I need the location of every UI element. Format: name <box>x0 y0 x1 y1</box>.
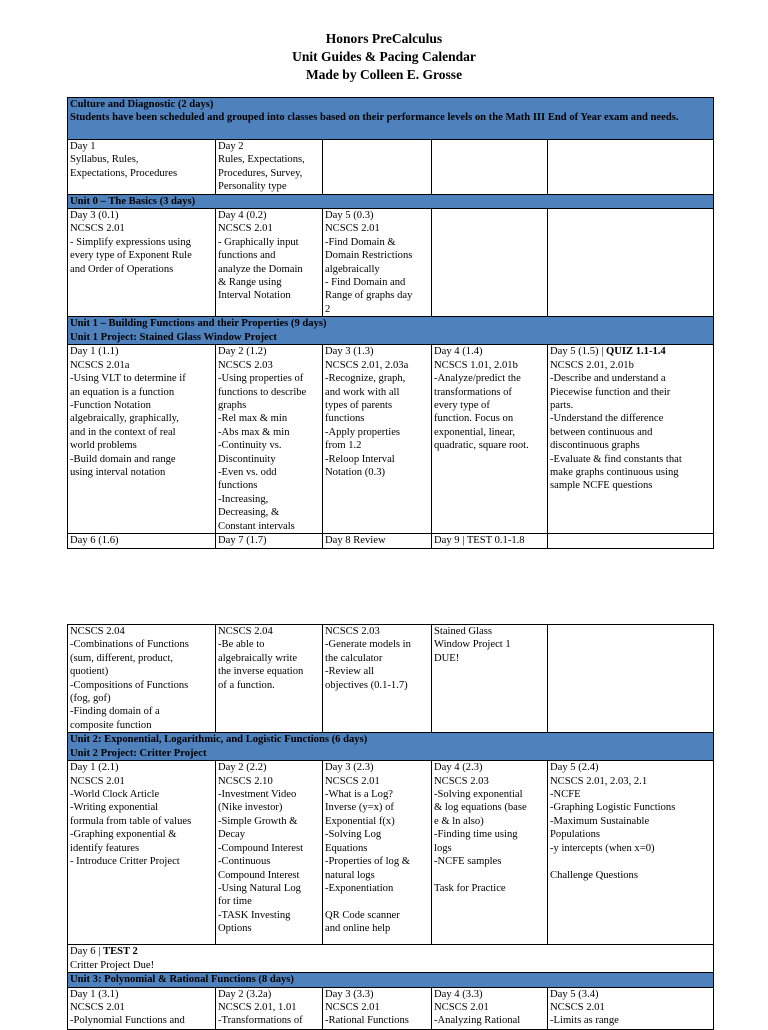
cell-line: NCSCS 2.10 <box>218 775 273 787</box>
cell-line: 2 <box>325 303 331 315</box>
cell-line: graphs <box>218 399 247 411</box>
cell-line: Day 5 (0.3) <box>325 210 374 222</box>
cell-line: -Review all <box>325 666 375 678</box>
day-cell <box>548 209 714 317</box>
section-title: Unit 1 – Building Functions and their Properties (9 days) <box>70 318 327 330</box>
cell-line: Notation (0.3) <box>325 466 386 478</box>
day-label: Day 5 (1.5) | <box>550 346 606 358</box>
day-cell <box>68 761 216 945</box>
cell-line: Day 2 (2.2) <box>218 762 267 774</box>
quiz-label: QUIZ 1.1-1.4 <box>605 346 666 358</box>
cell-line: NCSCS 2.01 <box>70 223 125 235</box>
cell-line: -Using properties of <box>218 373 304 385</box>
cell-line: -Using Natural Log <box>218 882 301 894</box>
day-cell <box>548 761 714 945</box>
cell-line: sample NCFE questions <box>550 480 653 492</box>
section-project: Unit 2 Project: Critter Project <box>70 747 207 759</box>
cell-line: -Limits as range <box>550 1015 619 1027</box>
cell-line: -Analyzing Rational <box>434 1015 521 1027</box>
test-day-cell <box>68 945 714 973</box>
cell-line: the inverse equation <box>218 666 304 678</box>
cell-line: using interval notation <box>70 466 166 478</box>
day-cell <box>548 534 714 548</box>
day-cell <box>216 761 323 945</box>
cell-line: Day 3 (3.3) <box>325 988 374 1000</box>
section-title: Unit 0 – The Basics (3 days) <box>70 195 196 207</box>
cell-line: the calculator <box>325 652 383 664</box>
cell-line: -Rational Functions <box>325 1015 409 1027</box>
cell-line: -Even vs. odd <box>218 466 277 478</box>
cell-line: Decay <box>218 829 246 841</box>
day-cell <box>323 987 432 1029</box>
day-cell <box>216 140 323 195</box>
cell-line: (sum, different, product, <box>70 652 174 664</box>
pacing-table-1 <box>67 97 714 549</box>
unit3-section-header <box>68 973 714 987</box>
cell-line: natural logs <box>325 869 375 881</box>
day-cell <box>323 761 432 945</box>
cell-line: between continuous and <box>550 426 653 438</box>
cell-line: Syllabus, Rules, <box>70 154 139 166</box>
cell-line <box>550 855 711 868</box>
cell-line: -Be able to <box>218 639 265 651</box>
cell-line: -Compositions of Functions <box>70 679 189 691</box>
cell-line: NCSCS 2.01 <box>325 223 380 235</box>
cell-line: -Reloop Interval <box>325 453 395 465</box>
cell-line: (Nike investor) <box>218 802 283 814</box>
day-cell <box>68 140 216 195</box>
cell-line: -Exponentiation <box>325 882 394 894</box>
day-cell <box>216 534 323 548</box>
cell-line: algebraically <box>325 263 380 275</box>
cell-line: NCSCS 2.01 <box>325 775 380 787</box>
cell-line: -Apply properties <box>325 426 401 438</box>
cell-line: -Properties of log & <box>325 856 411 868</box>
cell-line: NCSCS 2.01 <box>70 1002 125 1014</box>
cell-line: Rules, Expectations, <box>218 154 305 166</box>
cell-line: -Graphing Logistic Functions <box>550 802 676 814</box>
cell-line: Interval Notation <box>218 290 291 302</box>
day-cell <box>68 987 216 1029</box>
cell-line: -Evaluate & find constants that <box>550 453 682 465</box>
day-cell <box>68 625 216 733</box>
cell-line: NCSCS 2.01 <box>434 1002 489 1014</box>
cell-line: Day 3 (0.1) <box>70 210 119 222</box>
day-cell <box>432 534 548 548</box>
cell-line: NCSCS 2.03 <box>218 359 273 371</box>
cell-line <box>325 895 429 908</box>
cell-line: -y intercepts (when x=0) <box>550 842 655 854</box>
cell-line: Options <box>218 923 252 935</box>
day-cell <box>432 345 548 534</box>
cell-line: every type of Exponent Rule <box>70 250 192 262</box>
cell-line: and in the context of real <box>70 426 176 438</box>
cell-line: transformations of <box>434 386 512 398</box>
course-title: Honors PreCalculus <box>325 31 443 46</box>
day-cell <box>432 987 548 1029</box>
cell-line: Day 1 (3.1) <box>70 988 119 1000</box>
cell-line: -Investment Video <box>218 789 297 801</box>
day-cell <box>323 625 432 733</box>
cell-line: Piecewise function and their <box>550 386 671 398</box>
day-cell <box>68 345 216 534</box>
cell-line: objectives (0.1-1.7) <box>325 679 408 691</box>
cell-line: Decreasing, & <box>218 507 280 519</box>
cell-line: Personality type <box>218 181 287 193</box>
cell-line: algebraically, graphically, <box>70 413 179 425</box>
day-cell <box>216 987 323 1029</box>
cell-line: -Find Domain & <box>325 236 396 248</box>
cell-line: -Compound Interest <box>218 842 304 854</box>
day-cell <box>216 209 323 317</box>
cell-line: - Introduce Critter Project <box>70 856 180 868</box>
cell-line: NCSCS 2.01, 1.01 <box>218 1002 297 1014</box>
cell-line: -NCFE samples <box>434 856 502 868</box>
day-cell <box>432 625 548 733</box>
cell-line: QR Code scanner <box>325 909 400 921</box>
cell-line <box>434 869 545 882</box>
cell-line: every type of <box>434 399 490 411</box>
cell-line: Equations <box>325 842 368 854</box>
cell-line: Day 4 (0.2) <box>218 210 267 222</box>
pacing-table-2 <box>67 624 714 1030</box>
cell-line: -Describe and understand a <box>550 373 666 385</box>
day-cell <box>323 140 432 195</box>
cell-line: -Analyze/predict the <box>434 373 521 385</box>
unit0-section-header <box>68 194 714 208</box>
day-cell <box>432 761 548 945</box>
cell-line: -NCFE <box>550 789 581 801</box>
cell-line: Day 1 (2.1) <box>70 762 119 774</box>
culture-section-header <box>68 98 714 140</box>
cell-line: Day 1 (1.1) <box>70 346 119 358</box>
cell-line: parts. <box>550 399 574 411</box>
cell-line: world problems <box>70 440 137 452</box>
cell-line: -Understand the difference <box>550 413 664 425</box>
cell-line: -Generate models in <box>325 639 411 651</box>
test-label: TEST 2 <box>103 946 138 958</box>
cell-line: -Using VLT to determine if <box>70 373 186 385</box>
cell-line: functions and <box>218 250 276 262</box>
cell-line: -What is a Log? <box>325 789 393 801</box>
cell-line: (fog, gof) <box>70 693 111 705</box>
cell-line: NCSCS 2.03 <box>325 626 380 637</box>
cell-line: quadratic, square root. <box>434 440 529 452</box>
cell-line: DUE! <box>434 652 460 664</box>
cell-line: NCSCS 2.03 <box>434 775 489 787</box>
section-note: Students have been scheduled and grouped into classes based on their performance levels on the Math III End of Year exam and needs. <box>70 112 679 124</box>
cell-line: function. Focus on <box>434 413 514 425</box>
author-line: Made by Colleen E. Grosse <box>305 67 463 82</box>
cell-line: -Polynomial Functions and <box>70 1015 185 1027</box>
cell-line: -TASK Investing <box>218 909 291 921</box>
cell-line: -Continuous <box>218 856 271 868</box>
cell-line: NCSCS 2.04 <box>70 626 125 637</box>
cell-line: Domain Restrictions <box>325 250 413 262</box>
cell-line: exponential, linear, <box>434 426 516 438</box>
day-cell <box>323 534 432 548</box>
cell-line: for time <box>218 896 252 908</box>
cell-line: make graphs continuous using <box>550 466 679 478</box>
cell-line: formula from table of values <box>70 815 192 827</box>
cell-line: - Simplify expressions using <box>70 236 191 248</box>
day-details <box>550 359 711 493</box>
cell-line: logs <box>434 842 452 854</box>
cell-line: Day 2 (3.2a) <box>218 988 272 1000</box>
day-cell <box>548 625 714 733</box>
document-header <box>0 30 768 84</box>
unit2-section-header <box>68 733 714 761</box>
cell-line: discontinuous graphs <box>550 440 640 452</box>
cell-line: quotient) <box>70 666 109 678</box>
cell-line: Discontinuity <box>218 453 276 465</box>
cell-line: -Maximum Sustainable <box>550 815 650 827</box>
cell-line: NCSCS 2.01, 2.03, 2.1 <box>550 775 648 787</box>
cell-line: -Finding time using <box>434 829 518 841</box>
cell-line: an equation is a function <box>70 386 175 398</box>
cell-line: & log equations (base <box>434 802 527 814</box>
day-cell <box>432 140 548 195</box>
day-label: Day 6 (1.6) <box>70 535 119 547</box>
document-subtitle: Unit Guides & Pacing Calendar <box>292 49 476 64</box>
day-cell <box>68 534 216 548</box>
cell-line: Day 4 (2.3) <box>434 762 483 774</box>
cell-line: Range of graphs day <box>325 290 413 302</box>
day-cell <box>548 140 714 195</box>
cell-line: NCSCS 2.04 <box>218 626 273 637</box>
cell-line: Constant intervals <box>218 520 295 532</box>
cell-line: composite function <box>70 719 152 731</box>
cell-line: Compound Interest <box>218 869 300 881</box>
section-project: Unit 1 Project: Stained Glass Window Project <box>70 331 277 343</box>
cell-line: Day 1 <box>70 141 96 152</box>
cell-line: -Build domain and range <box>70 453 176 465</box>
cell-line: from 1.2 <box>325 440 362 452</box>
day-label: Day 9 | TEST 0.1-1.8 <box>434 535 525 547</box>
day-cell <box>548 987 714 1029</box>
cell-line: NCSCS 1.01, 2.01b <box>434 359 518 371</box>
cell-line: Inverse (y=x) of <box>325 802 394 814</box>
cell-line: -Recognize, graph, <box>325 373 406 385</box>
day-cell <box>216 345 323 534</box>
cell-line: Day 5 (2.4) <box>550 762 599 774</box>
cell-line: NCSCS 2.01 <box>325 1002 380 1014</box>
cell-line: NCSCS 2.01 <box>70 775 125 787</box>
section-title: Unit 2: Exponential, Logarithmic, and Logistic Functions (6 days) <box>70 734 368 746</box>
cell-line: -World Clock Article <box>70 789 160 801</box>
cell-line: -Graphing exponential & <box>70 829 177 841</box>
cell-line: - Graphically input <box>218 236 299 248</box>
cell-line: -Continuity vs. <box>218 440 282 452</box>
cell-line: Stained Glass <box>434 626 492 637</box>
cell-line: functions <box>218 480 258 492</box>
cell-line: Day 4 (3.3) <box>434 988 483 1000</box>
day-cell <box>432 209 548 317</box>
cell-line: -Solving Log <box>325 829 382 841</box>
cell-line: Procedures, Survey, <box>218 167 303 179</box>
cell-line: NCSCS 2.01, 2.01b <box>550 359 634 371</box>
cell-line: of a function. <box>218 679 275 691</box>
unit1-row-2 <box>68 534 714 548</box>
cell-line: -Transformations of <box>218 1015 303 1027</box>
cell-line: -Combinations of Functions <box>70 639 189 651</box>
cell-line: NCSCS 2.01 <box>218 223 273 235</box>
cell-line: Task for Practice <box>434 882 506 894</box>
cell-line: -Abs max & min <box>218 426 290 438</box>
section-title: Culture and Diagnostic (2 days) <box>70 99 214 110</box>
cell-line: Day 3 (1.3) <box>325 346 374 358</box>
cell-line: -Rel max & min <box>218 413 288 425</box>
cell-line: -Writing exponential <box>70 802 159 814</box>
cell-line: Challenge Questions <box>550 869 638 881</box>
cell-line: functions to describe <box>218 386 307 398</box>
day-cell <box>323 209 432 317</box>
cell-line: and Order of Operations <box>70 263 174 275</box>
cell-line: analyze the Domain <box>218 263 303 275</box>
cell-line: identify features <box>70 842 140 854</box>
cell-line: and work with all <box>325 386 400 398</box>
day-label: Day 6 | <box>70 946 104 958</box>
cell-line: Populations <box>550 829 601 841</box>
day-label: Day 8 Review <box>325 535 386 547</box>
cell-line: Day 3 (2.3) <box>325 762 374 774</box>
cell-line: Exponential f(x) <box>325 815 395 827</box>
day-cell-quiz <box>548 345 714 534</box>
cell-line: & Range using <box>218 277 282 289</box>
cell-line: - Find Domain and <box>325 277 406 289</box>
cell-line: -Solving exponential <box>434 789 523 801</box>
cell-line: types of parents <box>325 399 393 411</box>
day-label: Day 7 (1.7) <box>218 535 267 547</box>
cell-line: Day 4 (1.4) <box>434 346 483 358</box>
section-title: Unit 3: Polynomial & Rational Functions (8 days) <box>70 974 294 986</box>
unit1-section-header <box>68 317 714 345</box>
cell-line: algebraically write <box>218 652 298 664</box>
cell-line: Day 2 <box>218 141 244 152</box>
cell-line: functions <box>325 413 365 425</box>
cell-line: -Function Notation <box>70 399 151 411</box>
cell-line: -Increasing, <box>218 493 269 505</box>
cell-line: Expectations, Procedures <box>70 167 178 179</box>
day-cell <box>323 345 432 534</box>
day-cell <box>68 209 216 317</box>
cell-line: Day 5 (3.4) <box>550 988 599 1000</box>
cell-line: -Simple Growth & <box>218 815 298 827</box>
cell-line: -Finding domain of a <box>70 706 160 718</box>
cell-line: Day 2 (1.2) <box>218 346 267 358</box>
cell-line: Window Project 1 <box>434 639 511 651</box>
day-cell <box>216 625 323 733</box>
cell-line: NCSCS 2.01 <box>550 1002 605 1014</box>
cell-line: e & ln also) <box>434 815 484 827</box>
project-due-note: Critter Project Due! <box>70 959 155 971</box>
cell-line: NCSCS 2.01, 2.03a <box>325 359 409 371</box>
cell-line: NCSCS 2.01a <box>70 359 130 371</box>
cell-line: and online help <box>325 923 391 935</box>
